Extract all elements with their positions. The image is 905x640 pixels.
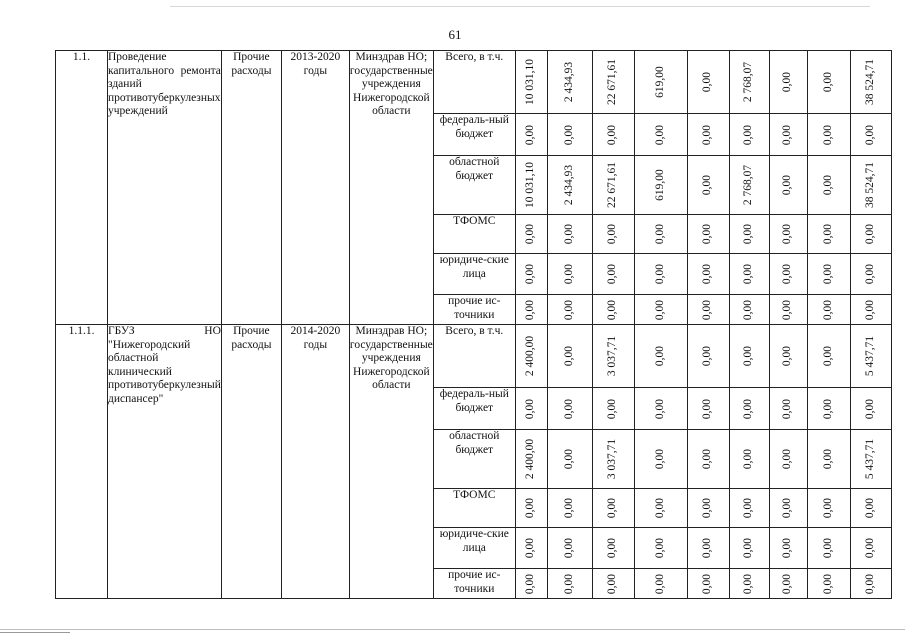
- amount-value: 0,00: [864, 537, 876, 559]
- amount-cell: [850, 489, 891, 528]
- amount-cell: [592, 569, 634, 599]
- amount-cell: [687, 325, 729, 388]
- amount-value: 0,00: [524, 263, 537, 285]
- amount-cell: [592, 156, 634, 215]
- scan-edge-top: [170, 6, 870, 7]
- funding-source: областной бюджет: [433, 430, 515, 489]
- expense-category: Прочие расходы: [221, 325, 281, 599]
- amount-value: 0,00: [742, 537, 755, 559]
- amount-value: 0,00: [864, 497, 876, 519]
- amount-value: 38 524,71: [864, 162, 876, 208]
- amount-value: 0,00: [606, 223, 619, 245]
- responsible-executor: Минздрав НО; государственные учреждения Нижегородской области: [349, 51, 433, 325]
- amount-value: 0,00: [524, 124, 537, 145]
- amount-cell: [769, 528, 807, 569]
- amount-value: 0,00: [822, 573, 834, 594]
- amount-cell: [687, 388, 729, 430]
- amount-value: 0,00: [781, 124, 794, 145]
- amount-value: 0,00: [822, 223, 834, 245]
- amount-value: 0,00: [524, 299, 537, 320]
- amount-value: 0,00: [864, 299, 876, 320]
- expense-category: Прочие расходы: [221, 51, 281, 325]
- scan-edge-mark: [0, 632, 70, 633]
- amount-cell: [547, 51, 592, 114]
- amount-cell: [515, 325, 547, 388]
- amount-value: 0,00: [822, 174, 834, 196]
- amount-value: 0,00: [781, 71, 794, 93]
- amount-value: 0,00: [822, 497, 834, 519]
- funding-source: юридиче-ские лица: [433, 254, 515, 295]
- amount-cell: [850, 156, 891, 215]
- amount-value: 2 434,93: [563, 164, 575, 206]
- amount-value: 0,00: [606, 398, 619, 419]
- amount-value: 0,00: [654, 263, 666, 285]
- amount-value: 0,00: [524, 398, 537, 419]
- amount-value: 0,00: [701, 345, 714, 367]
- amount-value: 0,00: [742, 124, 755, 145]
- amount-cell: [687, 430, 729, 489]
- amount-value: 0,00: [864, 263, 876, 285]
- amount-value: 0,00: [781, 174, 794, 196]
- amount-value: 0,00: [563, 299, 575, 320]
- amount-value: 0,00: [822, 124, 834, 145]
- amount-value: 0,00: [701, 398, 714, 419]
- amount-value: 0,00: [563, 263, 575, 285]
- page-number: 61: [448, 27, 462, 42]
- amount-value: 0,00: [654, 299, 666, 320]
- amount-cell: [634, 215, 687, 254]
- amount-value: 3 037,71: [606, 438, 619, 480]
- amount-cell: [807, 254, 850, 295]
- amount-cell: [807, 388, 850, 430]
- funding-source: ТФОМС: [433, 215, 515, 254]
- amount-value: 0,00: [781, 497, 794, 519]
- amount-cell: [807, 325, 850, 388]
- amount-cell: [729, 51, 769, 114]
- amount-value: 0,00: [606, 537, 619, 559]
- amount-value: 0,00: [563, 223, 575, 245]
- amount-value: 38 524,71: [864, 59, 876, 105]
- amount-cell: [547, 489, 592, 528]
- amount-value: 0,00: [563, 537, 575, 559]
- amount-cell: [850, 114, 891, 156]
- amount-value: 2 768,07: [742, 164, 755, 206]
- amount-cell: [769, 156, 807, 215]
- amount-cell: [515, 489, 547, 528]
- amount-cell: [807, 528, 850, 569]
- amount-value: 0,00: [781, 537, 794, 559]
- implementation-period: 2014-2020 годы: [281, 325, 349, 599]
- amount-value: 0,00: [781, 223, 794, 245]
- funding-source: юридиче-ские лица: [433, 528, 515, 569]
- funding-source: прочие ис-точники: [433, 295, 515, 325]
- funding-source: ТФОМС: [433, 489, 515, 528]
- amount-cell: [547, 254, 592, 295]
- amount-cell: [769, 430, 807, 489]
- amount-value: 0,00: [654, 124, 666, 145]
- amount-value: 0,00: [606, 299, 619, 320]
- amount-value: 0,00: [822, 71, 834, 93]
- amount-value: 0,00: [781, 573, 794, 594]
- amount-value: 0,00: [524, 223, 537, 245]
- amount-value: 0,00: [822, 448, 834, 470]
- amount-value: 22 671,61: [606, 59, 619, 105]
- amount-cell: [515, 528, 547, 569]
- amount-value: 2 768,07: [742, 61, 755, 103]
- amount-value: 619,00: [654, 169, 666, 201]
- amount-value: 0,00: [701, 124, 714, 145]
- amount-value: 0,00: [654, 537, 666, 559]
- amount-cell: [687, 569, 729, 599]
- amount-value: 0,00: [563, 124, 575, 145]
- amount-cell: [729, 430, 769, 489]
- amount-value: 0,00: [864, 573, 876, 594]
- amount-value: 619,00: [654, 66, 666, 98]
- amount-value: 0,00: [781, 448, 794, 470]
- amount-cell: [547, 156, 592, 215]
- amount-cell: [547, 430, 592, 489]
- amount-cell: [729, 569, 769, 599]
- amount-value: 0,00: [563, 398, 575, 419]
- amount-cell: [769, 51, 807, 114]
- amount-value: 0,00: [701, 497, 714, 519]
- amount-cell: [807, 156, 850, 215]
- amount-cell: [547, 295, 592, 325]
- item-number: 1.1.1.: [56, 325, 108, 599]
- amount-cell: [547, 569, 592, 599]
- amount-cell: [769, 254, 807, 295]
- amount-value: 0,00: [563, 573, 575, 594]
- amount-value: 0,00: [822, 345, 834, 367]
- amount-cell: [547, 388, 592, 430]
- amount-cell: [807, 114, 850, 156]
- amount-value: 0,00: [524, 573, 537, 594]
- amount-cell: [729, 156, 769, 215]
- amount-cell: [687, 295, 729, 325]
- amount-cell: [769, 569, 807, 599]
- amount-value: 0,00: [822, 398, 834, 419]
- amount-cell: [729, 254, 769, 295]
- amount-cell: [515, 430, 547, 489]
- amount-cell: [592, 489, 634, 528]
- amount-cell: [807, 430, 850, 489]
- amount-cell: [687, 156, 729, 215]
- amount-value: 0,00: [654, 398, 666, 419]
- amount-cell: [729, 489, 769, 528]
- amount-cell: [850, 388, 891, 430]
- amount-cell: [850, 569, 891, 599]
- amount-cell: [634, 528, 687, 569]
- amount-cell: [807, 489, 850, 528]
- amount-value: 0,00: [742, 448, 755, 470]
- amount-cell: [729, 114, 769, 156]
- amount-cell: [729, 215, 769, 254]
- amount-cell: [769, 114, 807, 156]
- amount-cell: [634, 295, 687, 325]
- amount-cell: [634, 156, 687, 215]
- amount-cell: [769, 489, 807, 528]
- amount-cell: [729, 295, 769, 325]
- amount-cell: [807, 215, 850, 254]
- amount-cell: [850, 215, 891, 254]
- funding-source: областной бюджет: [433, 156, 515, 215]
- amount-value: 10 031,10: [524, 162, 537, 208]
- amount-value: 0,00: [822, 263, 834, 285]
- amount-cell: [592, 325, 634, 388]
- amount-cell: [687, 528, 729, 569]
- amount-value: 0,00: [701, 263, 714, 285]
- amount-value: 2 400,00: [524, 438, 537, 480]
- funding-source: прочие ис-точники: [433, 569, 515, 599]
- amount-cell: [547, 528, 592, 569]
- amount-cell: [515, 51, 547, 114]
- amount-cell: [769, 215, 807, 254]
- amount-value: 0,00: [742, 223, 755, 245]
- amount-value: 0,00: [781, 263, 794, 285]
- amount-cell: [592, 254, 634, 295]
- amount-value: 0,00: [864, 223, 876, 245]
- amount-cell: [515, 215, 547, 254]
- amount-value: 0,00: [701, 299, 714, 320]
- amount-cell: [515, 295, 547, 325]
- amount-cell: [634, 51, 687, 114]
- amount-value: 0,00: [563, 497, 575, 519]
- amount-value: 0,00: [864, 398, 876, 419]
- amount-value: 5 437,71: [864, 335, 876, 377]
- amount-value: 0,00: [742, 263, 755, 285]
- amount-cell: [515, 156, 547, 215]
- amount-cell: [634, 388, 687, 430]
- amount-cell: [687, 51, 729, 114]
- amount-value: 0,00: [701, 537, 714, 559]
- amount-value: 0,00: [606, 124, 619, 145]
- item-number: 1.1.: [56, 51, 108, 325]
- amount-cell: [515, 569, 547, 599]
- amount-cell: [850, 295, 891, 325]
- scan-edge-bottom: [0, 629, 905, 630]
- amount-value: 0,00: [781, 398, 794, 419]
- amount-value: 22 671,61: [606, 162, 619, 208]
- amount-cell: [729, 528, 769, 569]
- amount-cell: [592, 388, 634, 430]
- amount-cell: [807, 51, 850, 114]
- amount-value: 0,00: [606, 263, 619, 285]
- amount-cell: [769, 295, 807, 325]
- amount-cell: [807, 569, 850, 599]
- amount-value: 0,00: [742, 398, 755, 419]
- amount-value: 0,00: [524, 497, 537, 519]
- amount-value: 0,00: [742, 573, 755, 594]
- amount-cell: [634, 569, 687, 599]
- item-name: Проведение капитального ремонта зданий противотуберкулезных учреждений: [108, 51, 222, 325]
- amount-value: 0,00: [742, 497, 755, 519]
- amount-cell: [729, 388, 769, 430]
- amount-cell: [515, 254, 547, 295]
- amount-value: 0,00: [654, 573, 666, 594]
- amount-cell: [592, 430, 634, 489]
- amount-cell: [592, 114, 634, 156]
- amount-cell: [850, 430, 891, 489]
- amount-cell: [515, 114, 547, 156]
- amount-value: 10 031,10: [524, 59, 537, 105]
- funding-source: Всего, в т.ч.: [433, 325, 515, 388]
- amount-value: 0,00: [822, 299, 834, 320]
- amount-value: 0,00: [606, 573, 619, 594]
- responsible-executor: Минздрав НО; государственные учреждения Нижегородской области: [349, 325, 433, 599]
- amount-value: 0,00: [701, 174, 714, 196]
- amount-cell: [850, 51, 891, 114]
- amount-cell: [687, 114, 729, 156]
- amount-value: 0,00: [864, 124, 876, 145]
- amount-cell: [687, 489, 729, 528]
- amount-cell: [850, 325, 891, 388]
- amount-cell: [547, 325, 592, 388]
- amount-cell: [515, 388, 547, 430]
- amount-value: 2 400,00: [524, 335, 537, 377]
- amount-value: 0,00: [563, 448, 575, 470]
- amount-cell: [592, 51, 634, 114]
- budget-table: [55, 50, 892, 599]
- funding-source: Всего, в т.ч.: [433, 51, 515, 114]
- amount-cell: [634, 114, 687, 156]
- amount-value: 0,00: [701, 223, 714, 245]
- amount-cell: [687, 215, 729, 254]
- amount-value: 5 437,71: [864, 438, 876, 480]
- amount-value: 0,00: [701, 71, 714, 93]
- amount-cell: [592, 528, 634, 569]
- amount-value: 0,00: [781, 345, 794, 367]
- table-row: [56, 51, 892, 114]
- funding-source: федераль-ный бюджет: [433, 114, 515, 156]
- amount-cell: [592, 295, 634, 325]
- implementation-period: 2013-2020 годы: [281, 51, 349, 325]
- amount-value: 0,00: [742, 299, 755, 320]
- amount-cell: [634, 254, 687, 295]
- amount-value: 3 037,71: [606, 335, 619, 377]
- amount-value: 0,00: [606, 497, 619, 519]
- amount-cell: [729, 325, 769, 388]
- amount-cell: [592, 215, 634, 254]
- amount-value: 0,00: [654, 345, 666, 367]
- table-row: [56, 325, 892, 388]
- amount-cell: [850, 528, 891, 569]
- amount-cell: [634, 325, 687, 388]
- amount-value: 0,00: [654, 223, 666, 245]
- amount-cell: [547, 114, 592, 156]
- amount-value: 0,00: [781, 299, 794, 320]
- amount-cell: [634, 430, 687, 489]
- item-name: ГБУЗ НО "Нижегородский областной клинический противотуберкулезный диспансер": [108, 325, 222, 599]
- amount-value: 0,00: [654, 497, 666, 519]
- amount-value: 0,00: [742, 345, 755, 367]
- amount-value: 0,00: [524, 537, 537, 559]
- amount-value: 2 434,93: [563, 61, 575, 103]
- funding-source: федераль-ный бюджет: [433, 388, 515, 430]
- amount-cell: [850, 254, 891, 295]
- amount-value: 0,00: [822, 537, 834, 559]
- amount-cell: [769, 388, 807, 430]
- amount-cell: [807, 295, 850, 325]
- amount-value: 0,00: [701, 573, 714, 594]
- amount-cell: [547, 215, 592, 254]
- amount-cell: [769, 325, 807, 388]
- amount-value: 0,00: [563, 345, 575, 367]
- amount-value: 0,00: [701, 448, 714, 470]
- amount-value: 0,00: [654, 448, 666, 470]
- amount-cell: [687, 254, 729, 295]
- amount-cell: [634, 489, 687, 528]
